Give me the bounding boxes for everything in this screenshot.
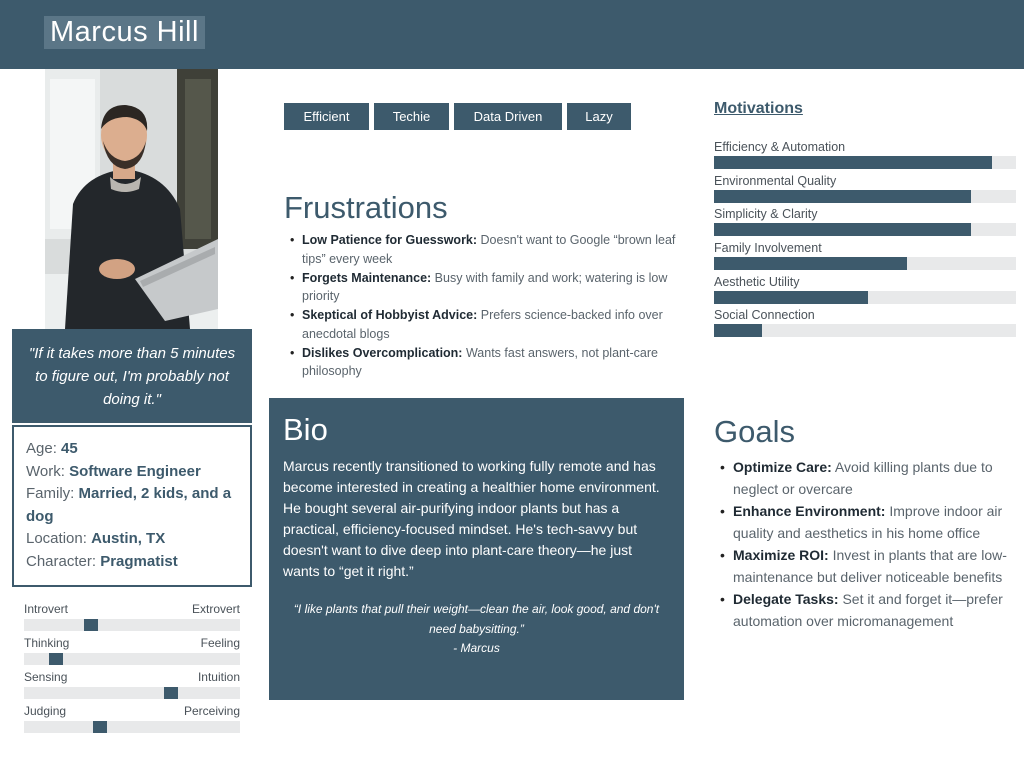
bio-title: Bio — [283, 412, 328, 447]
motivation-bar — [714, 291, 868, 304]
person-at-laptop-image — [45, 69, 218, 329]
motivation-item: Family Involvement — [714, 241, 1016, 275]
motivation-bar — [714, 156, 992, 169]
goals-list — [733, 456, 1023, 632]
trait-right-label: Extrovert — [191, 602, 240, 616]
motivation-track — [714, 190, 1016, 203]
persona-tags — [284, 103, 631, 130]
persona-photo — [45, 69, 218, 329]
bio-quote-author: - Marcus — [453, 641, 500, 655]
motivation-track — [714, 291, 1016, 304]
tag-data-driven: Data Driven — [454, 103, 562, 130]
motivation-item: Aesthetic Utility — [714, 275, 1016, 309]
trait-left-label: Sensing — [24, 670, 68, 684]
fact-family: Family: Married, 2 kids, and a dog — [26, 485, 232, 525]
list-item: • Dislikes Overcomplication: Wants fast answers, not plant-care philosophy — [302, 344, 677, 381]
motivation-item: Efficiency & Automation — [714, 140, 1016, 174]
frustrations-list — [302, 231, 677, 381]
motivations-title: Motivations — [714, 100, 803, 117]
personality-traits — [24, 602, 240, 738]
motivation-item: Environmental Quality — [714, 174, 1016, 208]
trait-right-label: Intuition — [197, 670, 240, 684]
list-item: • Maximize ROI: Invest in plants that are low-maintenance but deliver noticeable benefits — [733, 544, 1023, 588]
persona-name: Marcus Hill — [44, 16, 205, 49]
persona-facts — [12, 425, 252, 587]
trait-judging-perceiving — [24, 704, 240, 738]
trait-marker — [164, 687, 178, 699]
motivation-bar — [714, 223, 971, 236]
trait-thinking-feeling — [24, 636, 240, 670]
bio-quote: “I like plants that pull their weight—clean the air, look good, and don't need babysitting.” - Marcus — [293, 602, 660, 655]
list-item: • Forgets Maintenance: Busy with family and work; watering is low priority — [302, 269, 677, 306]
list-item: • Skeptical of Hobbyist Advice: Prefers science-backed info over anecdotal blogs — [302, 306, 677, 343]
trait-right-label: Perceiving — [183, 704, 240, 718]
trait-left-label: Thinking — [24, 636, 70, 650]
motivation-bar — [714, 257, 907, 270]
tag-lazy: Lazy — [567, 103, 631, 130]
fact-location: Location: Austin, TX — [26, 530, 166, 547]
tag-techie: Techie — [374, 103, 449, 130]
trait-marker — [49, 653, 63, 665]
trait-right-label: Feeling — [200, 636, 240, 650]
trait-introvert-extrovert — [24, 602, 240, 636]
trait-left-label: Introvert — [24, 602, 69, 616]
motivation-item: Social Connection — [714, 308, 1016, 342]
fact-work: Work: Software Engineer — [26, 462, 201, 480]
motivation-track — [714, 257, 1016, 270]
motivation-bar — [714, 190, 971, 203]
trait-track — [24, 619, 240, 631]
bio-panel — [269, 398, 684, 700]
trait-track — [24, 653, 240, 665]
persona-quote: "If it takes more than 5 minutes to figure out, I'm probably not doing it." — [12, 329, 252, 423]
bio-text: Marcus recently transitioned to working fully remote and has become interested in creating a healthier home environment. He bought several air-purifying indoor plants but has a practical, efficiency-focused mindset. He's tech-savvy but doesn't want to dive deep into plant-care theory—he just wants to “get it right.” — [283, 458, 660, 579]
fact-character: Character: Pragmatist — [26, 552, 178, 570]
frustrations-title: Frustrations — [284, 190, 448, 225]
motivations-list — [714, 140, 1016, 342]
list-item: • Low Patience for Guesswork: Doesn't want to Google “brown leaf tips” every week — [302, 231, 677, 268]
motivation-track — [714, 156, 1016, 169]
list-item: • Enhance Environment: Improve indoor air quality and aesthetics in his home office — [733, 500, 1023, 544]
list-item: • Optimize Care: Avoid killing plants due to neglect or overcare — [733, 456, 1023, 500]
goals-title: Goals — [714, 414, 795, 449]
trait-marker — [93, 721, 107, 733]
trait-track — [24, 687, 240, 699]
trait-sensing-intuition — [24, 670, 240, 704]
trait-marker — [84, 619, 98, 631]
trait-track — [24, 721, 240, 733]
trait-left-label: Judging — [24, 704, 67, 718]
header-bar — [0, 0, 1024, 69]
motivation-item: Simplicity & Clarity — [714, 207, 1016, 241]
motivation-bar — [714, 324, 762, 337]
tag-efficient: Efficient — [284, 103, 369, 130]
motivation-track — [714, 223, 1016, 236]
list-item: • Delegate Tasks: Set it and forget it—prefer automation over micromanagement — [733, 588, 1023, 632]
motivation-track — [714, 324, 1016, 337]
fact-age: Age: 45 — [26, 440, 78, 457]
